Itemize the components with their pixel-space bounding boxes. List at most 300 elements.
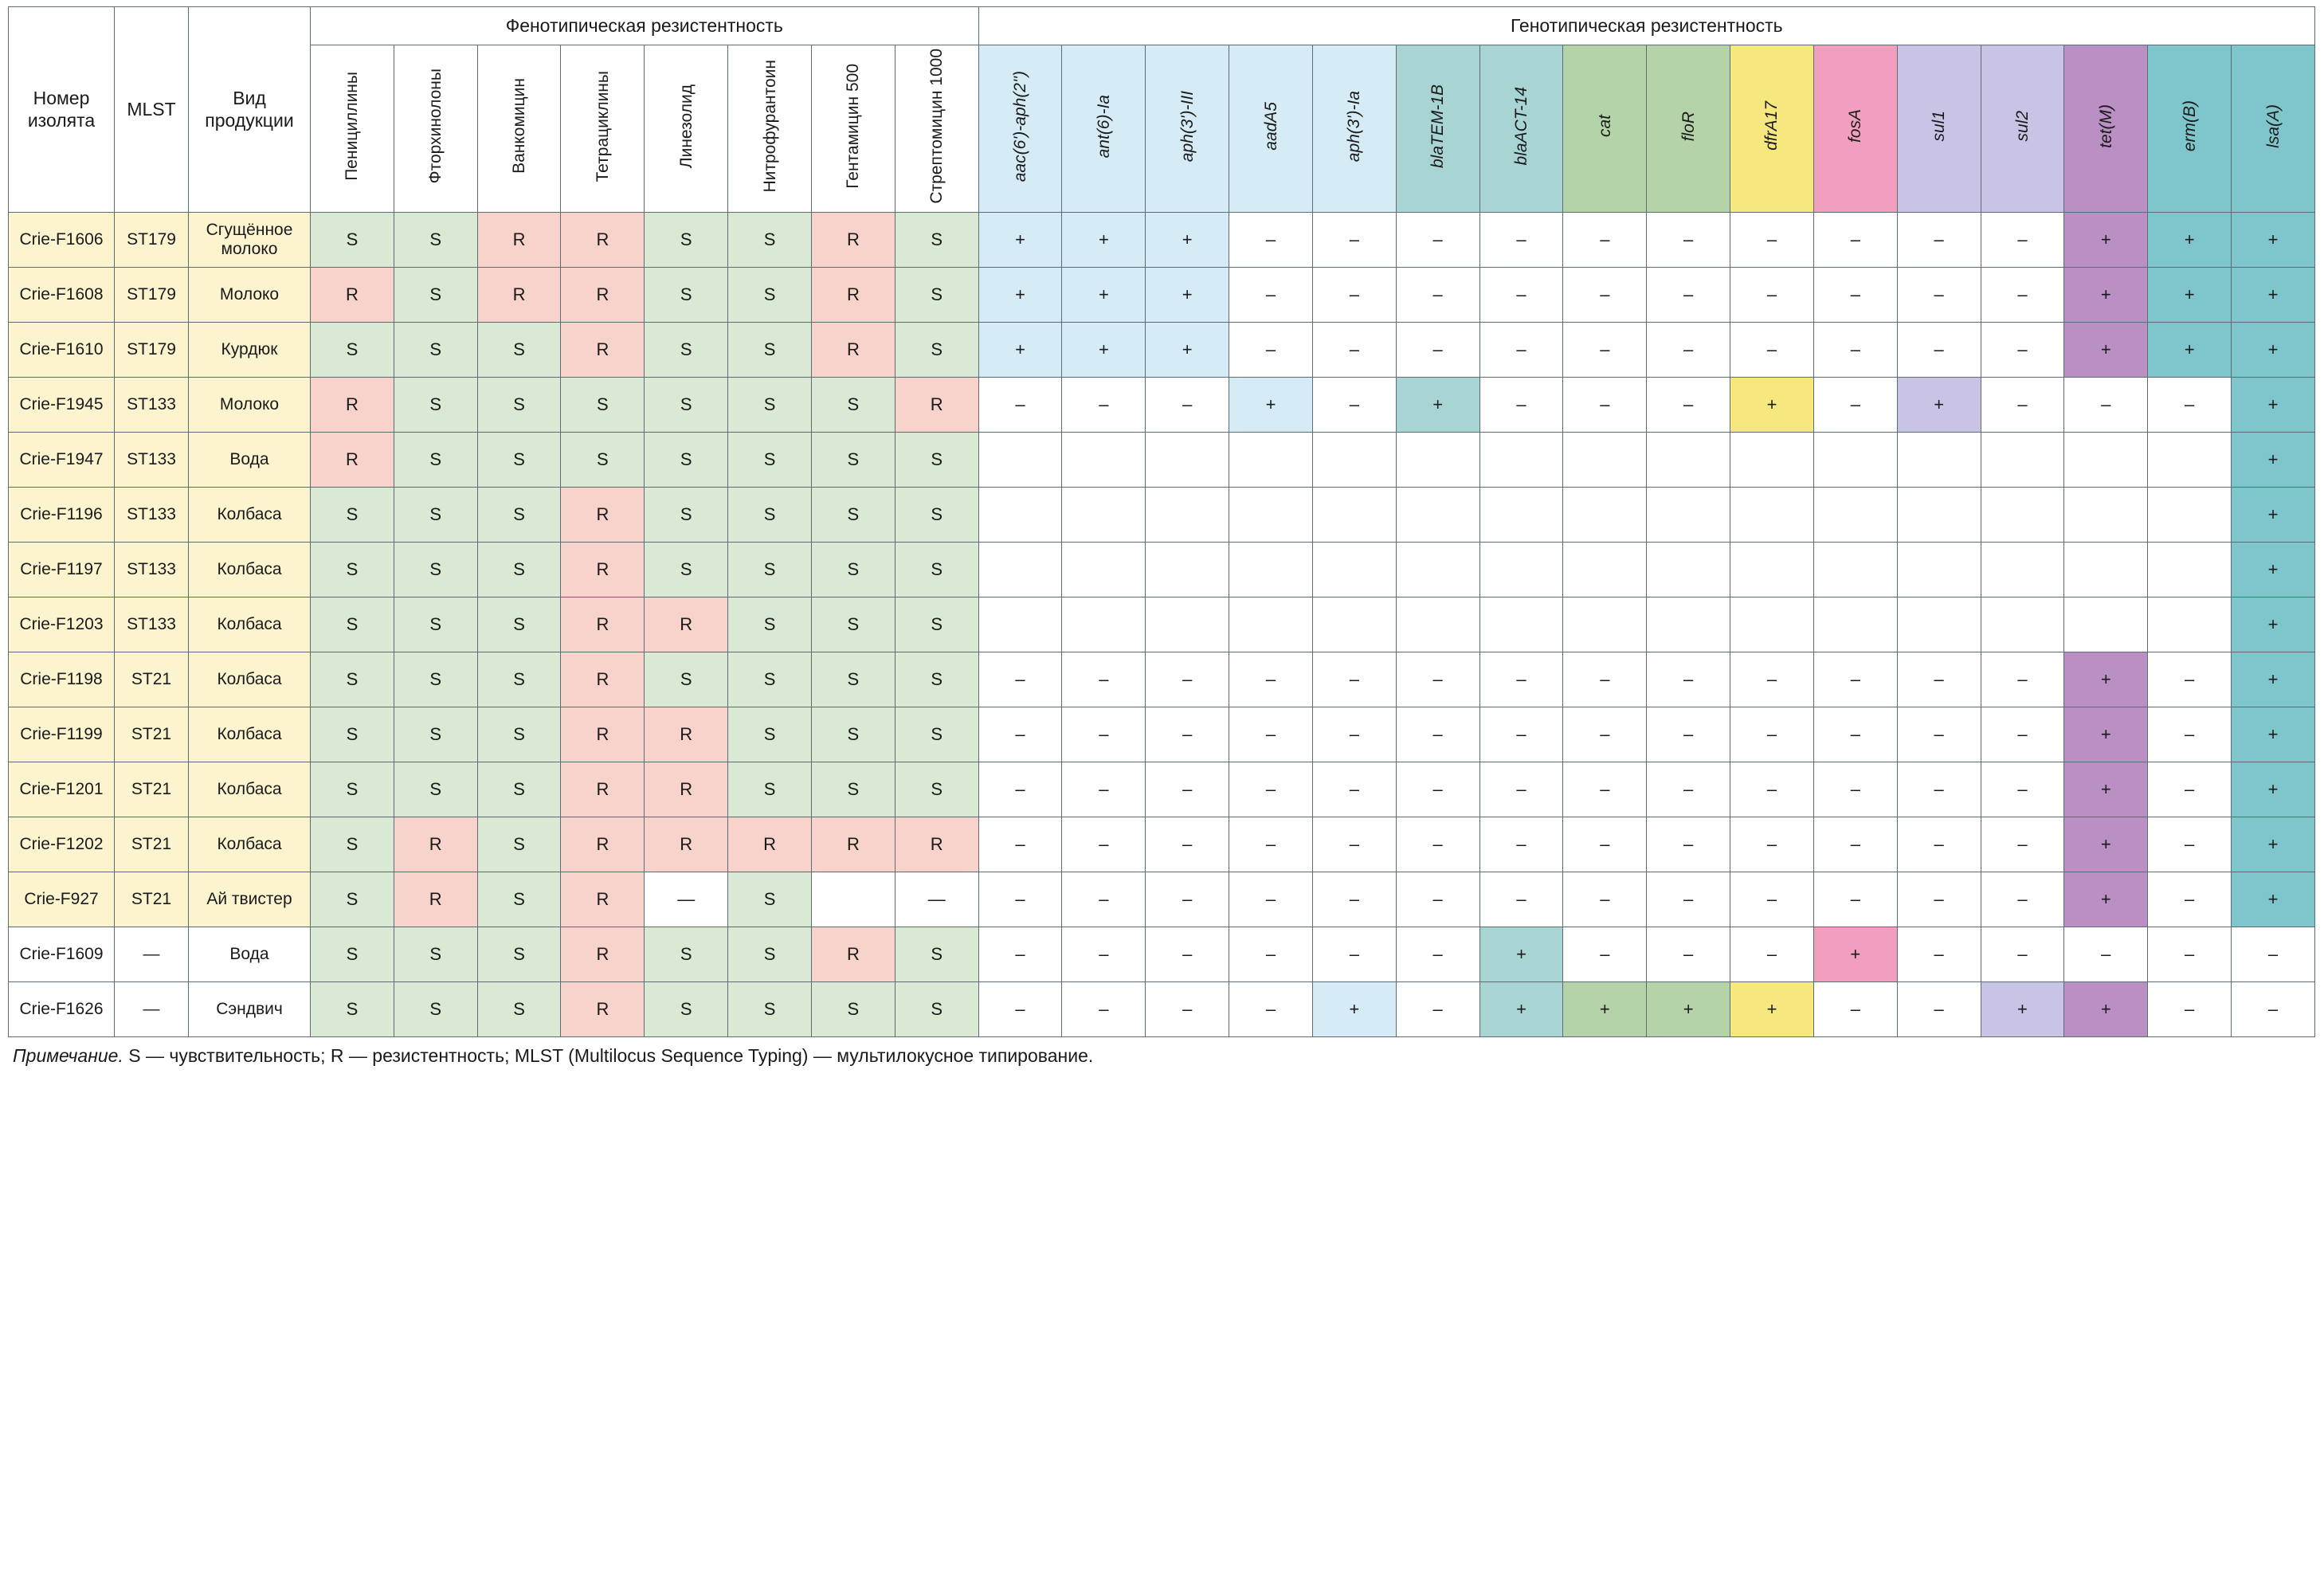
- cell-pheno: S: [477, 872, 561, 927]
- cell-gene: –: [1730, 707, 1814, 762]
- header-gene-14: [2148, 45, 2232, 213]
- cell-pheno: S: [311, 927, 394, 981]
- cell-gene: –: [1312, 762, 1396, 817]
- cell-gene: –: [1563, 212, 1647, 267]
- cell-gene: [1062, 487, 1146, 542]
- cell-pheno: S: [311, 542, 394, 597]
- cell-gene: –: [1146, 707, 1229, 762]
- cell-gene: [1897, 597, 1981, 652]
- cell-gene: [2064, 542, 2148, 597]
- cell-mlst: ST21: [115, 762, 189, 817]
- cell-gene: –: [1479, 817, 1563, 872]
- cell-pheno: S: [728, 487, 812, 542]
- cell-pheno: R: [311, 432, 394, 487]
- cell-gene: +: [2064, 817, 2148, 872]
- cell-product: Сэндвич: [189, 981, 311, 1036]
- cell-gene: [1479, 432, 1563, 487]
- cell-isolate: Crie-F1947: [9, 432, 115, 487]
- cell-gene: –: [1062, 762, 1146, 817]
- cell-pheno: S: [645, 377, 728, 432]
- cell-pheno: R: [561, 212, 645, 267]
- header-gene-11: [1897, 45, 1981, 213]
- cell-gene: +: [1312, 981, 1396, 1036]
- cell-product: Вода: [189, 927, 311, 981]
- header-mlst-label: MLST: [127, 98, 176, 119]
- cell-pheno: S: [811, 707, 895, 762]
- header-gene-label: aadA5: [1261, 101, 1280, 151]
- cell-gene: +: [978, 212, 1062, 267]
- cell-pheno: S: [477, 652, 561, 707]
- cell-isolate: Crie-F1203: [9, 597, 115, 652]
- cell-gene: [1062, 542, 1146, 597]
- cell-gene: –: [1479, 707, 1563, 762]
- cell-pheno: S: [311, 817, 394, 872]
- cell-gene: –: [1312, 817, 1396, 872]
- cell-gene: –: [1312, 652, 1396, 707]
- cell-gene: –: [978, 377, 1062, 432]
- cell-pheno: S: [728, 322, 812, 377]
- cell-pheno: R: [394, 817, 477, 872]
- cell-gene: [1730, 542, 1814, 597]
- cell-pheno: S: [811, 542, 895, 597]
- header-gene-label: aph(3')-III: [1178, 90, 1197, 162]
- cell-pheno: S: [728, 597, 812, 652]
- table-head: [9, 7, 2315, 213]
- cell-gene: –: [1563, 927, 1647, 981]
- header-pheno-3: [561, 45, 645, 213]
- cell-pheno: S: [728, 762, 812, 817]
- cell-gene: –: [1647, 707, 1730, 762]
- cell-pheno: S: [477, 432, 561, 487]
- header-pheno-label: Линезолид: [676, 84, 696, 168]
- cell-gene: [1229, 432, 1313, 487]
- cell-pheno: S: [895, 267, 978, 322]
- cell-pheno: S: [311, 652, 394, 707]
- cell-gene: –: [1479, 212, 1563, 267]
- cell-gene: +: [1981, 981, 2064, 1036]
- cell-gene: +: [2064, 981, 2148, 1036]
- cell-gene: +: [1479, 927, 1563, 981]
- cell-pheno: R: [811, 322, 895, 377]
- cell-gene: –: [1563, 872, 1647, 927]
- cell-gene: –: [1479, 872, 1563, 927]
- cell-gene: –: [1312, 267, 1396, 322]
- resistance-table: [8, 6, 2315, 1037]
- cell-gene: –: [2148, 872, 2232, 927]
- cell-gene: [1897, 432, 1981, 487]
- cell-product: Колбаса: [189, 487, 311, 542]
- cell-gene: +: [1897, 377, 1981, 432]
- cell-gene: –: [1146, 981, 1229, 1036]
- cell-gene: –: [1897, 927, 1981, 981]
- cell-pheno: S: [645, 652, 728, 707]
- cell-gene: –: [1647, 817, 1730, 872]
- cell-gene: –: [1981, 927, 2064, 981]
- cell-pheno: S: [728, 707, 812, 762]
- cell-gene: +: [1062, 322, 1146, 377]
- cell-mlst: ST21: [115, 872, 189, 927]
- cell-pheno: S: [311, 762, 394, 817]
- table-row: [9, 927, 2315, 981]
- cell-gene: –: [2148, 652, 2232, 707]
- table-row: [9, 817, 2315, 872]
- cell-gene: –: [1062, 377, 1146, 432]
- cell-pheno: S: [728, 432, 812, 487]
- cell-gene: –: [1897, 817, 1981, 872]
- cell-pheno: S: [477, 542, 561, 597]
- cell-pheno: R: [561, 927, 645, 981]
- cell-pheno: R: [895, 817, 978, 872]
- cell-mlst: ST179: [115, 212, 189, 267]
- cell-gene: –: [1813, 267, 1897, 322]
- cell-gene: –: [1563, 652, 1647, 707]
- cell-pheno: R: [728, 817, 812, 872]
- cell-gene: [1647, 432, 1730, 487]
- cell-gene: +: [1813, 927, 1897, 981]
- cell-pheno: R: [561, 267, 645, 322]
- cell-gene: [1146, 597, 1229, 652]
- cell-pheno: S: [728, 212, 812, 267]
- cell-gene: [1563, 487, 1647, 542]
- cell-pheno: S: [728, 872, 812, 927]
- cell-mlst: ST21: [115, 817, 189, 872]
- cell-gene: –: [1647, 872, 1730, 927]
- cell-pheno: S: [394, 267, 477, 322]
- cell-gene: [1062, 432, 1146, 487]
- cell-gene: +: [2064, 872, 2148, 927]
- cell-gene: –: [1981, 707, 2064, 762]
- cell-pheno: S: [394, 762, 477, 817]
- cell-pheno: S: [394, 652, 477, 707]
- cell-pheno: R: [645, 817, 728, 872]
- cell-pheno: S: [477, 322, 561, 377]
- cell-gene: –: [1647, 322, 1730, 377]
- cell-isolate: Crie-F1196: [9, 487, 115, 542]
- cell-gene: [1396, 432, 1479, 487]
- cell-mlst: —: [115, 981, 189, 1036]
- header-pheno-label: Ванкомицин: [510, 78, 529, 174]
- cell-isolate: Crie-F1202: [9, 817, 115, 872]
- cell-gene: +: [1563, 981, 1647, 1036]
- header-gene-8: [1647, 45, 1730, 213]
- cell-isolate: Crie-F1608: [9, 267, 115, 322]
- cell-pheno: S: [811, 432, 895, 487]
- cell-gene: –: [1229, 762, 1313, 817]
- cell-gene: +: [978, 267, 1062, 322]
- cell-pheno: S: [394, 597, 477, 652]
- cell-gene: +: [1396, 377, 1479, 432]
- cell-product: Ай твистер: [189, 872, 311, 927]
- cell-pheno: —: [645, 872, 728, 927]
- cell-pheno: R: [561, 872, 645, 927]
- cell-pheno: R: [645, 762, 728, 817]
- cell-gene: –: [1062, 707, 1146, 762]
- header-pheno-6: [811, 45, 895, 213]
- cell-gene: –: [1981, 762, 2064, 817]
- cell-gene: –: [1981, 212, 2064, 267]
- cell-gene: [1813, 542, 1897, 597]
- cell-pheno: S: [394, 432, 477, 487]
- header-pheno-label: Нитрофурантоин: [760, 60, 779, 193]
- cell-pheno: S: [394, 542, 477, 597]
- cell-pheno: —: [895, 872, 978, 927]
- cell-pheno: S: [895, 981, 978, 1036]
- header-gene-2: [1146, 45, 1229, 213]
- cell-pheno: R: [811, 927, 895, 981]
- cell-gene: –: [2064, 377, 2148, 432]
- cell-pheno: R: [895, 377, 978, 432]
- header-gene-label: aac(6')-aph(2''): [1011, 70, 1030, 182]
- cell-pheno: S: [394, 487, 477, 542]
- cell-gene: [1981, 487, 2064, 542]
- cell-pheno: R: [477, 212, 561, 267]
- cell-isolate: Crie-F1610: [9, 322, 115, 377]
- cell-mlst: ST21: [115, 652, 189, 707]
- cell-pheno: R: [811, 212, 895, 267]
- cell-product: Колбаса: [189, 652, 311, 707]
- cell-gene: [1813, 487, 1897, 542]
- header-gene-5: [1396, 45, 1479, 213]
- cell-product: Колбаса: [189, 817, 311, 872]
- cell-product: Сгущённое молоко: [189, 212, 311, 267]
- cell-gene: +: [2232, 322, 2315, 377]
- cell-gene: –: [1479, 762, 1563, 817]
- cell-pheno: S: [477, 817, 561, 872]
- cell-product: Молоко: [189, 377, 311, 432]
- cell-gene: –: [1730, 762, 1814, 817]
- cell-gene: +: [1146, 212, 1229, 267]
- header-gene-15: [2232, 45, 2315, 213]
- footnote: [8, 1045, 2316, 1067]
- table-row: [9, 267, 2315, 322]
- cell-gene: +: [1479, 981, 1563, 1036]
- cell-pheno: S: [811, 652, 895, 707]
- header-pheno-label: Гентамицин 500: [844, 63, 863, 189]
- cell-gene: –: [978, 817, 1062, 872]
- cell-gene: [1563, 432, 1647, 487]
- cell-gene: +: [978, 322, 1062, 377]
- cell-gene: –: [1479, 652, 1563, 707]
- header-gene-label: sul2: [2012, 111, 2032, 142]
- cell-pheno: S: [394, 981, 477, 1036]
- cell-gene: –: [1730, 872, 1814, 927]
- cell-gene: –: [1312, 872, 1396, 927]
- cell-gene: –: [2148, 762, 2232, 817]
- header-gene-7: [1563, 45, 1647, 213]
- footnote-lead: Примечание.: [13, 1044, 123, 1066]
- header-pheno-label: Стрептомицин 1000: [927, 49, 946, 204]
- cell-pheno: S: [728, 267, 812, 322]
- cell-gene: [1730, 487, 1814, 542]
- cell-gene: [2148, 432, 2232, 487]
- cell-pheno: R: [561, 707, 645, 762]
- cell-gene: –: [1730, 322, 1814, 377]
- cell-gene: –: [1229, 652, 1313, 707]
- cell-gene: [978, 542, 1062, 597]
- cell-gene: [1730, 432, 1814, 487]
- cell-gene: +: [2232, 597, 2315, 652]
- cell-gene: –: [1813, 762, 1897, 817]
- cell-gene: +: [2232, 707, 2315, 762]
- cell-gene: [1146, 542, 1229, 597]
- cell-pheno: S: [645, 487, 728, 542]
- cell-gene: +: [2232, 762, 2315, 817]
- cell-isolate: Crie-F1198: [9, 652, 115, 707]
- cell-pheno: R: [561, 817, 645, 872]
- cell-gene: –: [1981, 322, 2064, 377]
- cell-product: Колбаса: [189, 597, 311, 652]
- table-row: [9, 212, 2315, 267]
- cell-pheno: S: [895, 212, 978, 267]
- header-gene-4: [1312, 45, 1396, 213]
- cell-pheno: S: [645, 981, 728, 1036]
- cell-isolate: Crie-F1197: [9, 542, 115, 597]
- cell-product: Колбаса: [189, 542, 311, 597]
- cell-pheno: S: [311, 872, 394, 927]
- cell-gene: [1229, 542, 1313, 597]
- table-row: [9, 872, 2315, 927]
- cell-gene: –: [1396, 267, 1479, 322]
- cell-gene: [1563, 597, 1647, 652]
- cell-mlst: ST21: [115, 707, 189, 762]
- cell-gene: –: [1312, 322, 1396, 377]
- cell-gene: –: [1730, 927, 1814, 981]
- cell-gene: [1981, 542, 2064, 597]
- header-pheno-2: [477, 45, 561, 213]
- cell-gene: –: [1229, 981, 1313, 1036]
- cell-pheno: [811, 872, 895, 927]
- table-row: [9, 762, 2315, 817]
- cell-gene: –: [1229, 267, 1313, 322]
- cell-pheno: S: [477, 927, 561, 981]
- cell-gene: –: [1647, 762, 1730, 817]
- table-row: [9, 597, 2315, 652]
- cell-gene: +: [2232, 542, 2315, 597]
- cell-pheno: S: [895, 927, 978, 981]
- cell-gene: –: [2148, 377, 2232, 432]
- cell-gene: [2064, 597, 2148, 652]
- cell-mlst: ST133: [115, 597, 189, 652]
- cell-gene: –: [1563, 707, 1647, 762]
- cell-gene: –: [978, 927, 1062, 981]
- cell-gene: –: [1146, 872, 1229, 927]
- cell-pheno: S: [728, 927, 812, 981]
- cell-gene: –: [2064, 927, 2148, 981]
- cell-gene: –: [1146, 927, 1229, 981]
- cell-pheno: R: [561, 542, 645, 597]
- cell-gene: +: [2064, 707, 2148, 762]
- cell-pheno: S: [645, 267, 728, 322]
- cell-gene: [1479, 542, 1563, 597]
- cell-gene: +: [2148, 267, 2232, 322]
- cell-pheno: S: [811, 377, 895, 432]
- cell-gene: [1897, 542, 1981, 597]
- header-gene-label: blaACT-14: [1512, 87, 1530, 166]
- header-gene-3: [1229, 45, 1313, 213]
- cell-pheno: S: [645, 432, 728, 487]
- cell-isolate: Crie-F1626: [9, 981, 115, 1036]
- cell-gene: –: [1062, 927, 1146, 981]
- cell-gene: –: [1563, 377, 1647, 432]
- footnote-text: S — чувствительность; R — резистентность; MLST (Multilocus Sequence Typing) — мультилокусное типирование.: [123, 1044, 1094, 1066]
- cell-pheno: R: [561, 322, 645, 377]
- cell-pheno: S: [394, 212, 477, 267]
- cell-gene: –: [1897, 762, 1981, 817]
- cell-gene: –: [1563, 762, 1647, 817]
- cell-gene: –: [1229, 322, 1313, 377]
- cell-pheno: R: [645, 597, 728, 652]
- cell-gene: –: [1813, 212, 1897, 267]
- table-row: [9, 707, 2315, 762]
- cell-isolate: Crie-F1606: [9, 212, 115, 267]
- cell-gene: [1146, 432, 1229, 487]
- cell-pheno: S: [477, 707, 561, 762]
- cell-pheno: S: [311, 487, 394, 542]
- cell-mlst: ST133: [115, 377, 189, 432]
- cell-gene: +: [1229, 377, 1313, 432]
- table-row: [9, 377, 2315, 432]
- cell-gene: –: [978, 762, 1062, 817]
- cell-gene: –: [1396, 817, 1479, 872]
- cell-gene: +: [1730, 377, 1814, 432]
- header-gene-1: [1062, 45, 1146, 213]
- cell-gene: –: [978, 707, 1062, 762]
- cell-gene: +: [2232, 487, 2315, 542]
- cell-gene: –: [1897, 872, 1981, 927]
- cell-gene: [1229, 597, 1313, 652]
- cell-pheno: S: [728, 981, 812, 1036]
- cell-gene: –: [1062, 981, 1146, 1036]
- cell-gene: –: [1897, 322, 1981, 377]
- cell-isolate: Crie-F1945: [9, 377, 115, 432]
- cell-gene: [978, 597, 1062, 652]
- cell-gene: +: [1730, 981, 1814, 1036]
- group-header-row: [9, 7, 2315, 45]
- cell-gene: –: [2232, 981, 2315, 1036]
- cell-pheno: S: [394, 927, 477, 981]
- cell-gene: –: [1647, 652, 1730, 707]
- header-gene-label: sul1: [1930, 111, 1949, 142]
- cell-gene: –: [1312, 377, 1396, 432]
- cell-gene: [1730, 597, 1814, 652]
- cell-gene: –: [1396, 322, 1479, 377]
- header-gene-label: erm(B): [2180, 100, 2199, 152]
- header-pheno-7: [895, 45, 978, 213]
- cell-gene: [1312, 542, 1396, 597]
- cell-pheno: S: [311, 981, 394, 1036]
- cell-gene: [1396, 542, 1479, 597]
- cell-gene: –: [1563, 267, 1647, 322]
- cell-gene: –: [978, 872, 1062, 927]
- header-product-label: Вид продукции: [205, 87, 294, 131]
- cell-gene: +: [2064, 212, 2148, 267]
- cell-gene: +: [2232, 212, 2315, 267]
- table-row: [9, 542, 2315, 597]
- cell-pheno: S: [477, 762, 561, 817]
- cell-gene: –: [1479, 322, 1563, 377]
- cell-pheno: R: [645, 707, 728, 762]
- cell-pheno: R: [561, 597, 645, 652]
- header-pheno-label: Тетрациклины: [593, 70, 612, 182]
- cell-mlst: ST133: [115, 432, 189, 487]
- header-group-phenotypic: Фенотипическая резистентность: [311, 7, 979, 45]
- cell-gene: –: [1730, 817, 1814, 872]
- cell-pheno: R: [394, 872, 477, 927]
- cell-gene: –: [1312, 927, 1396, 981]
- cell-gene: –: [1479, 377, 1563, 432]
- cell-gene: +: [1146, 267, 1229, 322]
- cell-gene: –: [1146, 762, 1229, 817]
